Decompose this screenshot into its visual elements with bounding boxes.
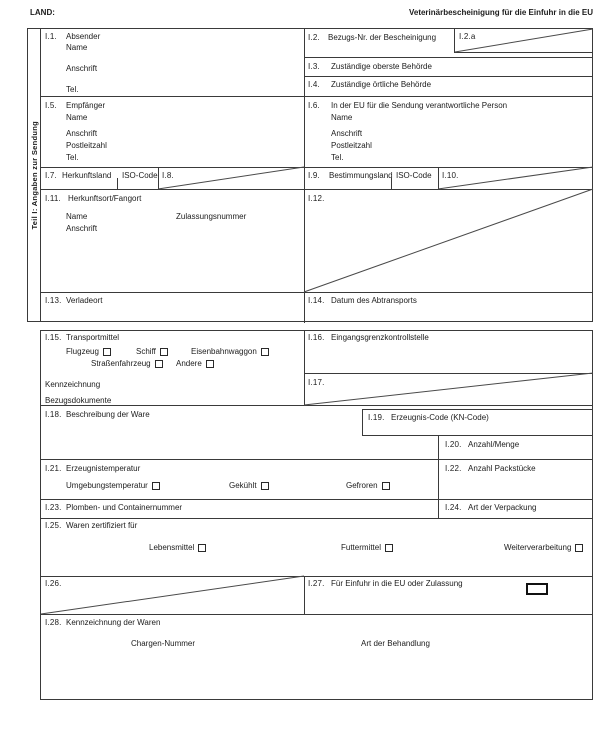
frozen-checkbox[interactable] <box>382 482 390 490</box>
row-divider <box>41 292 592 293</box>
field-i11-label: Herkunftsort/Fangort <box>68 194 142 203</box>
i5-tel-label: Tel. <box>66 153 79 162</box>
i1-address-label: Anschrift <box>66 64 98 73</box>
row-divider <box>41 499 592 500</box>
field-i18-number: I.18. <box>45 410 62 419</box>
ship-label: Schiff <box>136 347 156 356</box>
i1-tel-label: Tel. <box>66 85 79 94</box>
temperature-frozen-option <box>346 481 390 490</box>
i12-diagonal-line <box>304 189 593 292</box>
field-i5-label: Empfänger <box>66 101 106 110</box>
field-i23-number: I.23. <box>45 503 62 512</box>
field-i7-number: I.7. <box>45 171 57 180</box>
field-i18-label: Beschreibung der Ware <box>66 410 150 419</box>
row-divider <box>304 57 592 58</box>
field-i2-label: Bezugs-Nr. der Bescheinigung <box>328 33 437 42</box>
i5-name-label: Name <box>66 113 88 122</box>
field-i22-label: Anzahl Packstücke <box>468 464 536 473</box>
row-divider <box>41 518 592 519</box>
other-label: Andere <box>176 359 202 368</box>
field-i4-number: I.4. <box>308 80 320 89</box>
ambient-checkbox[interactable] <box>152 482 160 490</box>
field-i3-number: I.3. <box>308 62 320 71</box>
feed-checkbox[interactable] <box>385 544 393 552</box>
other-checkbox[interactable] <box>206 360 214 368</box>
ship-checkbox[interactable] <box>160 348 168 356</box>
ambient-label: Umgebungstemperatur <box>66 481 148 490</box>
part-1-label: Teil I: Angaben zur Sendung <box>29 120 39 230</box>
field-i22-number: I.22. <box>445 464 462 473</box>
field-i13-label: Verladeort <box>66 296 103 305</box>
field-i27-number: I.27. <box>308 579 325 588</box>
field-i23-label: Plomben- und Containernummer <box>66 503 183 512</box>
i8-diagonal-line <box>158 167 304 189</box>
transport-road-option <box>91 359 163 368</box>
field-i15-label: Transportmittel <box>66 333 120 342</box>
column-divider <box>438 436 439 518</box>
field-i26-number: I.26. <box>45 579 62 588</box>
i27-checkbox[interactable] <box>526 583 548 595</box>
field-i28-label: Kennzeichnung der Waren <box>66 618 161 627</box>
field-i28-number: I.28. <box>45 618 62 627</box>
field-i27-label: Für Einfuhr in die EU oder Zulassung <box>331 579 463 588</box>
field-i10-number: I.10. <box>442 171 459 180</box>
field-i1-label: Absender <box>66 32 101 41</box>
airplane-checkbox[interactable] <box>103 348 111 356</box>
field-i6-number: I.6. <box>308 101 320 110</box>
iso-sub-divider <box>117 178 118 189</box>
i15-identification-label: Kennzeichnung <box>45 380 101 389</box>
form-title: Veterinärbescheinigung für die Einfuhr in die EU <box>408 8 593 17</box>
i15-reference-documents-label: Bezugsdokumente <box>45 396 112 405</box>
i11-address-label: Anschrift <box>66 224 98 233</box>
field-i4-label: Zuständige örtliche Behörde <box>331 80 432 89</box>
transport-other-option <box>176 359 214 368</box>
field-i19-number: I.19. <box>368 413 385 422</box>
i5-zip-label: Postleitzahl <box>66 141 107 150</box>
chilled-label: Gekühlt <box>229 481 257 490</box>
field-i2-number: I.2. <box>308 33 320 42</box>
i6-tel-label: Tel. <box>331 153 344 162</box>
field-i25-label: Waren zertifiziert für <box>66 521 138 530</box>
field-i2a-cell[interactable] <box>454 29 593 53</box>
row-divider <box>41 614 592 615</box>
field-i2a-number: I.2.a <box>459 32 476 41</box>
i7-iso-label: ISO-Code <box>122 171 158 180</box>
transport-ship-option <box>136 347 168 356</box>
frozen-label: Gefroren <box>346 481 378 490</box>
field-i5-number: I.5. <box>45 101 57 110</box>
certified-food-option <box>149 543 206 552</box>
field-i14-label: Datum des Abtransports <box>331 296 417 305</box>
field-i25-number: I.25. <box>45 521 62 530</box>
field-i24-label: Art der Verpackung <box>468 503 537 512</box>
field-i14-number: I.14. <box>308 296 325 305</box>
column-divider <box>304 576 305 614</box>
field-i9-label: Bestimmungsland <box>329 171 393 180</box>
field-i19-label: Erzeugnis-Code (KN-Code) <box>391 413 489 422</box>
field-i16-label: Eingangsgrenzkontrollstelle <box>331 333 429 342</box>
temperature-chilled-option <box>229 481 269 490</box>
field-i13-number: I.13. <box>45 296 62 305</box>
i26-diagonal-line <box>41 576 304 614</box>
field-i6-label: In der EU für die Sendung verantwortliche Person <box>331 101 508 110</box>
processing-label: Weiterverarbeitung <box>504 543 572 552</box>
i10-diagonal-line <box>438 167 593 189</box>
field-i7-label: Herkunftsland <box>62 171 112 180</box>
field-i11-number: I.11. <box>45 194 61 203</box>
row-divider <box>41 459 592 460</box>
row-divider <box>304 76 592 77</box>
airplane-label: Flugzeug <box>66 347 99 356</box>
i28-treatment-type-label: Art der Behandlung <box>361 639 430 648</box>
railway-checkbox[interactable] <box>261 348 269 356</box>
road-vehicle-checkbox[interactable] <box>155 360 163 368</box>
processing-checkbox[interactable] <box>575 544 583 552</box>
i6-zip-label: Postleitzahl <box>331 141 372 150</box>
field-i21-number: I.21. <box>45 464 62 473</box>
row-divider <box>41 405 592 406</box>
chilled-checkbox[interactable] <box>261 482 269 490</box>
temperature-ambient-option <box>66 481 160 490</box>
field-i1-number: I.1. <box>45 32 57 41</box>
field-i16-number: I.16. <box>308 333 325 342</box>
i28-batch-number-label: Chargen-Nummer <box>131 639 196 648</box>
food-checkbox[interactable] <box>198 544 206 552</box>
i9-iso-label: ISO-Code <box>396 171 432 180</box>
feed-label: Futtermittel <box>341 543 382 552</box>
part-1-sidebar <box>27 28 40 322</box>
field-i3-label: Zuständige oberste Behörde <box>331 62 432 71</box>
field-i9-number: I.9. <box>308 171 320 180</box>
i6-name-label: Name <box>331 113 353 122</box>
food-label: Lebensmittel <box>149 543 195 552</box>
transport-railway-option <box>191 347 269 356</box>
part-1-lower-table <box>40 330 593 700</box>
field-i15-number: I.15. <box>45 333 62 342</box>
certified-feed-option <box>341 543 393 552</box>
i17-diagonal-line <box>304 373 593 405</box>
certified-processing-option <box>504 543 583 552</box>
field-i12-number: I.12. <box>308 194 325 203</box>
field-i17-number: I.17. <box>308 378 325 387</box>
field-i8-number: I.8. <box>162 171 174 180</box>
road-vehicle-label: Straßenfahrzeug <box>91 359 151 368</box>
i6-address-label: Anschrift <box>331 129 363 138</box>
field-i20-number: I.20. <box>445 440 462 449</box>
row-divider <box>41 96 592 97</box>
field-i21-label: Erzeugnistemperatur <box>66 464 141 473</box>
i11-approval-number-label: Zulassungsnummer <box>176 212 247 221</box>
railway-label: Eisenbahnwaggon <box>191 347 257 356</box>
field-i24-number: I.24. <box>445 503 462 512</box>
country-label: LAND: <box>30 8 55 17</box>
i11-name-label: Name <box>66 212 88 221</box>
part-1-upper-table <box>40 28 593 322</box>
i1-name-label: Name <box>66 43 88 52</box>
transport-airplane-option <box>66 347 111 356</box>
i5-address-label: Anschrift <box>66 129 98 138</box>
field-i20-label: Anzahl/Menge <box>468 440 520 449</box>
